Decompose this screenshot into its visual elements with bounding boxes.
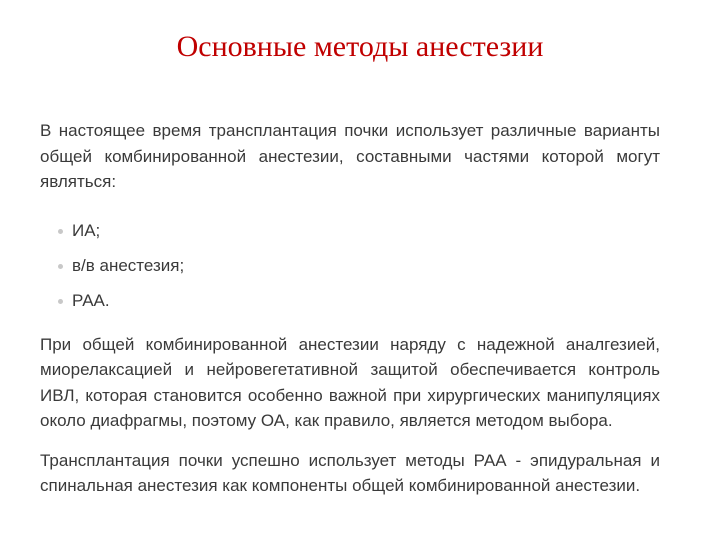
intro-paragraph: В настоящее время трансплантация почки использует различные варианты общей комбинированной анестезии, составными частями которой могут являться: <box>40 121 660 191</box>
list-item <box>40 283 660 318</box>
bullet-icon <box>58 264 63 269</box>
list-item-label: ИА; <box>72 220 101 240</box>
list-item <box>40 248 660 283</box>
bullet-icon <box>58 229 63 234</box>
list-item-label: в/в анестезия; <box>72 255 185 275</box>
regional-anesthesia-paragraph: Трансплантация почки успешно использует методы РАА - эпидуральная и спинальная анестезия как компоненты общей комбинированной анестезии. <box>40 450 660 495</box>
anesthesia-components-list <box>40 213 660 318</box>
slide-title: Основные методы анестезии <box>176 30 544 63</box>
general-anesthesia-paragraph: При общей комбинированной анестезии наряду с надежной аналгезией, миорелаксацией и нейровегетативной защитой обеспечивается контроль ИВЛ, которая становится особенно важной при хирургических манипуляциях около диафрагмы, поэтому ОА, как правило, является методом выбора. <box>40 334 660 430</box>
slide-body <box>40 118 660 499</box>
list-item <box>40 213 660 248</box>
bullet-icon <box>58 299 63 304</box>
list-item-label: РАА. <box>72 290 110 310</box>
